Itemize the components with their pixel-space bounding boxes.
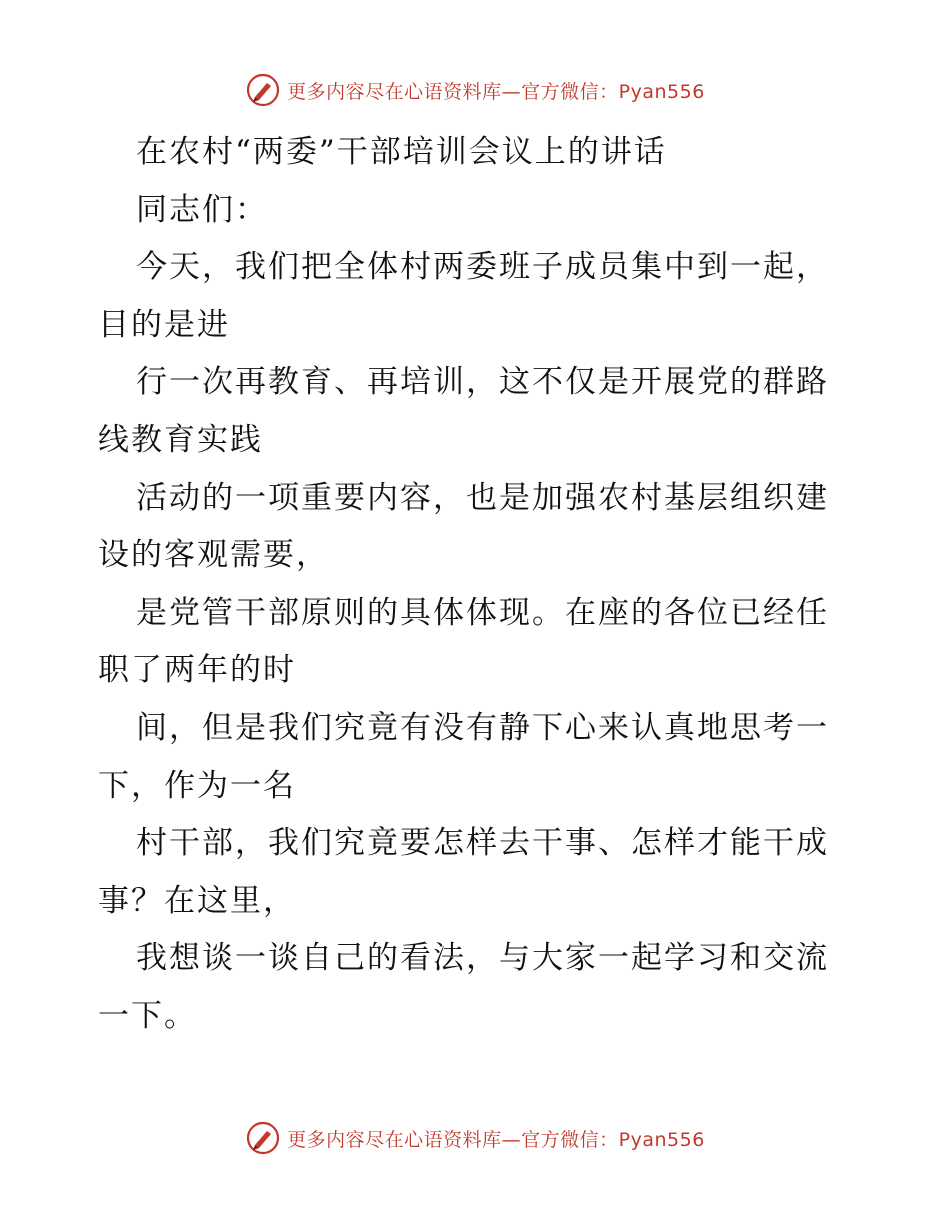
text-line: 下，作为一名 bbox=[98, 767, 296, 804]
salutation: 同志们： bbox=[136, 191, 268, 228]
document-body bbox=[98, 124, 858, 1046]
text-line: 事？在这里， bbox=[98, 882, 296, 919]
text-line: 我想谈一谈自己的看法，与大家一起学习和交流 bbox=[136, 940, 829, 977]
header-watermark-text: 更多内容尽在心语资料库—官方微信：Pyan556 bbox=[287, 80, 705, 103]
text-line: 是党管干部原则的具体体现。在座的各位已经任 bbox=[136, 594, 829, 631]
text-line: 设的客观需要， bbox=[98, 537, 329, 574]
document-title: 在农村“两委”干部培训会议上的讲话 bbox=[136, 134, 667, 170]
text-line: 活动的一项重要内容，也是加强农村基层组织建 bbox=[136, 479, 829, 516]
header-watermark-banner bbox=[0, 70, 950, 110]
pen-logo-icon bbox=[245, 1120, 281, 1156]
text-line: 一下。 bbox=[98, 997, 197, 1034]
pen-logo-icon bbox=[245, 72, 281, 108]
text-line: 职了两年的时 bbox=[98, 652, 296, 689]
text-line: 行一次再教育、再培训，这不仅是开展党的群路 bbox=[136, 364, 829, 401]
text-line: 间，但是我们究竟有没有静下心来认真地思考一 bbox=[136, 709, 829, 746]
footer-watermark-text: 更多内容尽在心语资料库—官方微信：Pyan556 bbox=[287, 1128, 705, 1151]
text-line: 线教育实践 bbox=[98, 421, 263, 458]
text-line: 村干部，我们究竟要怎样去干事、怎样才能干成 bbox=[136, 825, 829, 862]
text-line: 今天，我们把全体村两委班子成员集中到一起， bbox=[136, 249, 829, 286]
text-line: 目的是进 bbox=[98, 306, 230, 343]
footer-watermark-banner bbox=[0, 1118, 950, 1158]
